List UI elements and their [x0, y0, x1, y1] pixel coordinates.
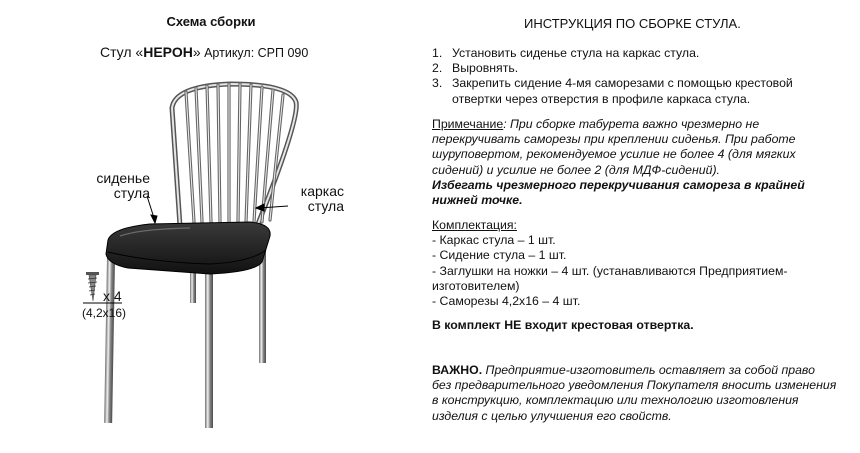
step-number: 1. [432, 46, 443, 60]
product-name: НЕРОН [143, 44, 193, 60]
seat-label [86, 171, 150, 201]
step-item [432, 46, 832, 61]
chair-seat [106, 222, 270, 274]
frame-label-line1: каркас [300, 183, 344, 199]
step-item [432, 76, 832, 106]
step-text: Установить сиденье стула на каркас стула. [452, 46, 700, 60]
note-block [432, 117, 837, 208]
step-text: Закрепить сидение 4-мя саморезами с помощью крестовой отвертки через отверстия в профиле каркаса стула. [452, 76, 793, 106]
seat-label-line1: сиденье [96, 170, 150, 186]
note-text: При сборке табурета важно чрезмерно не перекручивать саморезы при креплении сиденья. При работе шуруповертом, рекомендуемое усилие не более 4 (для мягких сидений) и усилие не более 2 (для МДФ-сидений). [432, 117, 796, 177]
step-item [432, 61, 832, 76]
assembly-steps [432, 46, 832, 107]
note-emphasis: Избегать чрезмерного перекручивания самореза в крайней нижней точке. [432, 177, 805, 208]
important-label: ВАЖНО. [432, 363, 483, 377]
seat-label-line2: стула [113, 185, 150, 201]
instructions-title: ИНСТРУКЦИЯ ПО СБОРКЕ СТУЛА. [524, 16, 741, 31]
kit-list [432, 218, 837, 309]
no-screwdriver-note: В комплект НЕ входит крестовая отвертка. [432, 318, 694, 332]
chair-legs [104, 248, 266, 428]
step-number: 3. [432, 76, 443, 91]
chair-drawing [70, 72, 310, 437]
important-text: Предприятие-изготовитель оставляет за собой право без предварительного уведомления Покупателя вносить изменения в конструкцию, комплектацию или технологию изготовления изделия с целью улучшения его свойств. [432, 363, 837, 423]
frame-label-line2: стула [307, 198, 344, 214]
product-prefix: Стул « [100, 44, 144, 60]
important-block [432, 363, 837, 424]
kit-item: - Саморезы 4,2х16 – 4 шт. [432, 294, 581, 309]
kit-title: Комплектация: [432, 218, 517, 232]
frame-label [290, 184, 344, 214]
screw-count: x 4 [103, 288, 122, 304]
note-label: Примечание [432, 117, 504, 131]
step-text: Выровнять. [452, 61, 519, 76]
screw-size: (4,2x16) [82, 306, 127, 320]
kit-item: - Каркас стула – 1 шт. [432, 233, 556, 248]
kit-item: - Сидение стула – 1 шт. [432, 248, 567, 263]
product-suffix: » [192, 44, 201, 60]
scheme-title: Схема сборки [166, 14, 256, 29]
note-colon: : [503, 117, 507, 131]
product-sku: Артикул: СРП 090 [200, 46, 309, 60]
product-line [100, 44, 308, 60]
kit-item: - Заглушки на ножки – 4 шт. (устанавливаются Предприятием-изготовителем) [432, 263, 788, 293]
step-number: 2. [432, 61, 443, 76]
